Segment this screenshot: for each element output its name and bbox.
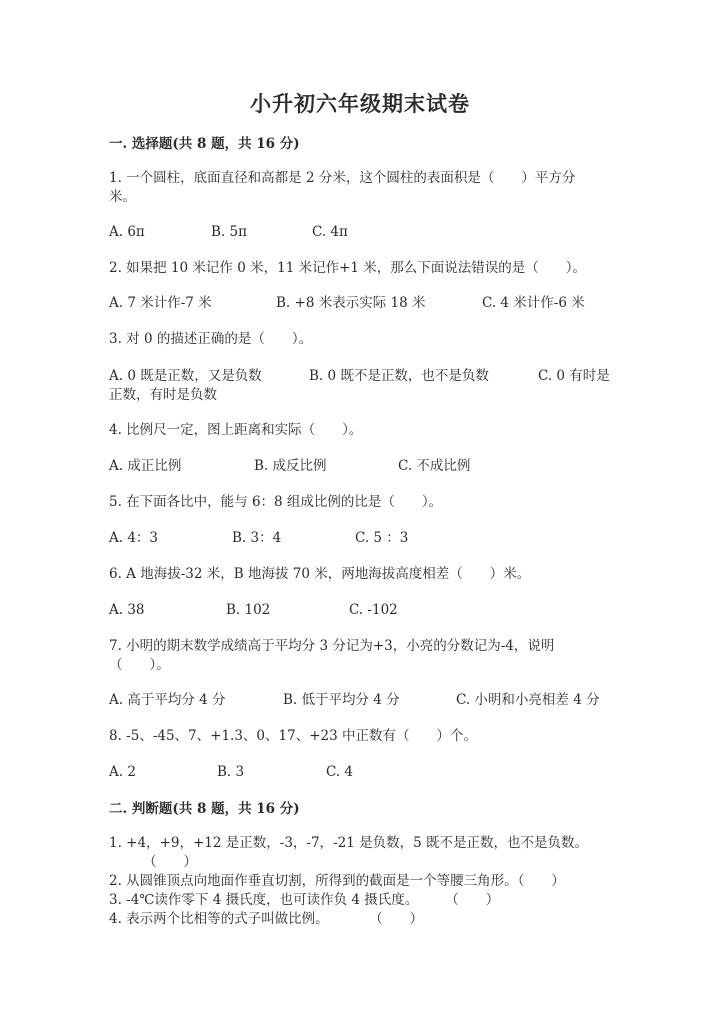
question-7-option-c: C. 小明和小亮相差 4 分 xyxy=(456,692,600,708)
question-1-text: 1. 一个圆柱，底面直径和高都是 2 分米，这个圆柱的表面积是（ ）平方分 xyxy=(109,170,576,186)
question-4-option-a: A. 成正比例 xyxy=(109,458,182,474)
question-8-option-a: A. 2 xyxy=(109,764,136,780)
question-1-option-a: A. 6π xyxy=(109,224,145,240)
question-1-option-c: C. 4π xyxy=(312,224,348,240)
question-7-option-a: A. 高于平均分 4 分 xyxy=(109,692,226,708)
page-title: 小升初六年级期末试卷 xyxy=(250,91,470,116)
question-7-text-continued: （ ）。 xyxy=(109,657,170,673)
judgment-2-text: 2. 从圆锥顶点向地面作垂直切割，所得到的截面是一个等腰三角形。（ ） xyxy=(109,873,565,889)
question-4-text: 4. 比例尺一定，图上距离和实际（ ）。 xyxy=(109,422,363,438)
question-2-option-a: A. 7 米计作-7 米 xyxy=(109,295,212,311)
question-1-text-continued: 米。 xyxy=(109,189,136,205)
question-8-option-c: C. 4 xyxy=(326,764,354,780)
question-5-option-a: A. 4：3 xyxy=(109,530,159,546)
question-3-text: 3. 对 0 的描述正确的是（ ）。 xyxy=(109,331,313,347)
question-8-text: 8. -5、-45、7、+1.3、0、17、+23 中正数有（ ）个。 xyxy=(109,728,477,744)
question-4-option-b: B. 成反比例 xyxy=(254,458,327,474)
question-6-option-a: A. 38 xyxy=(109,602,145,618)
question-2-option-b: B. +8 米表示实际 18 米 xyxy=(276,295,426,311)
question-5-option-c: C. 5 ：3 xyxy=(355,530,409,546)
question-3-option-c-continued: 正数，有时是负数 xyxy=(109,387,217,403)
question-5-option-b: B. 3：4 xyxy=(232,530,282,546)
judgment-1-answer-blank: （ ） xyxy=(143,854,197,870)
question-2-text: 2. 如果把 10 米记作 0 米，11 米记作+1 米，那么下面说法错误的是（ ）。 xyxy=(109,260,587,276)
question-8-option-b: B. 3 xyxy=(217,764,245,780)
question-6-text: 6. A 地海拔-32 米，B 地海拔 70 米，两地海拔高度相差（ ）米。 xyxy=(109,566,531,582)
judgment-1-text: 1. +4，+9，+12 是正数，-3，-7，-21 是负数，5 既不是正数，也不是负数。 xyxy=(109,835,588,851)
section-heading-multiple-choice: 一. 选择题(共 8 题，共 16 分) xyxy=(109,136,300,152)
question-7-text: 7. 小明的期末数学成绩高于平均分 3 分记为+3，小亮的分数记为-4，说明 xyxy=(109,638,555,654)
judgment-3-text: 3. -4℃读作零下 4 摄氏度，也可读作负 4 摄氏度。 （ ） xyxy=(109,892,500,908)
section-heading-true-false: 二. 判断题(共 8 题，共 16 分) xyxy=(109,801,300,817)
question-3-option-a: A. 0 既是正数，又是负数 xyxy=(109,368,262,384)
question-3-option-c: C. 0 有时是 xyxy=(538,368,610,384)
question-6-option-c: C. -102 xyxy=(349,602,398,618)
question-1-option-b: B. 5π xyxy=(211,224,247,240)
judgment-4-text: 4. 表示两个比相等的式子叫做比例。 （ ） xyxy=(109,911,424,927)
question-3-option-b: B. 0 既不是正数，也不是负数 xyxy=(309,368,489,384)
question-4-option-c: C. 不成比例 xyxy=(398,458,471,474)
question-6-option-b: B. 102 xyxy=(226,602,271,618)
question-5-text: 5. 在下面各比中，能与 6：8 组成比例的比是（ ）。 xyxy=(109,494,443,510)
question-2-option-c: C. 4 米计作-6 米 xyxy=(482,295,585,311)
question-7-option-b: B. 低于平均分 4 分 xyxy=(283,692,400,708)
